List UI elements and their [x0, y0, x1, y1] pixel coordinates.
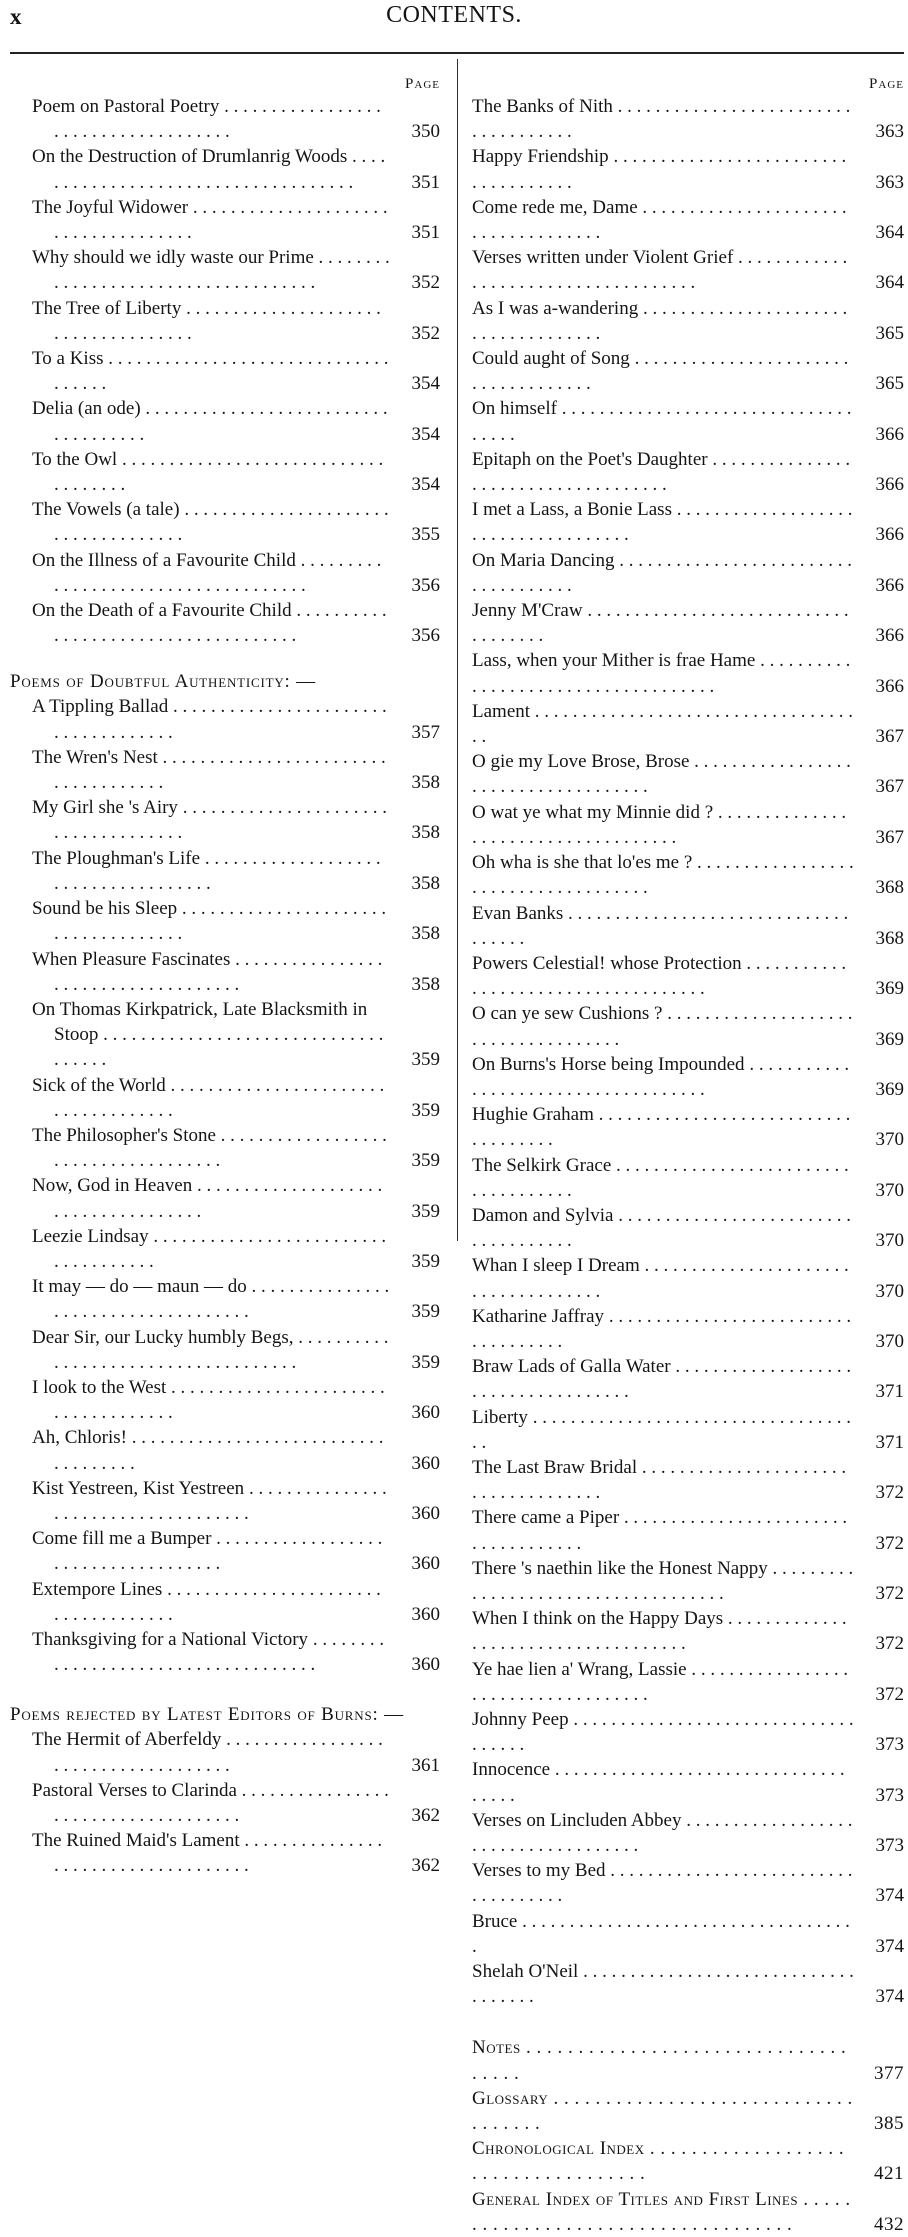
toc-entry-page: 356	[411, 574, 440, 596]
toc-entry-page: 370	[875, 1129, 904, 1151]
toc-entry-page: 373	[875, 1835, 904, 1857]
toc-entry-page: 374	[875, 1986, 904, 2008]
toc-entry	[10, 1577, 440, 1627]
toc-entry	[472, 497, 904, 547]
toc-entry	[10, 1778, 440, 1828]
right-entries-1	[472, 94, 904, 2009]
toc-entry-page: 360	[411, 1502, 440, 1524]
toc-entry-page: 432	[874, 2213, 904, 2235]
toc-entry-page: 371	[875, 1381, 904, 1403]
toc-entry-page: 351	[411, 171, 440, 193]
toc-entry-title: Johnny Peep . . .	[472, 1709, 854, 1755]
toc-entry	[472, 1153, 904, 1203]
toc-entry-title: The Joyful Widower . . .	[32, 197, 390, 243]
toc-entry-page: 369	[875, 1028, 904, 1050]
toc-entry-page: 370	[875, 1179, 904, 1201]
toc-entry-page: 360	[411, 1452, 440, 1474]
toc-entry-page: 363	[875, 171, 904, 193]
toc-entry	[472, 648, 904, 698]
toc-entry	[10, 396, 440, 446]
toc-entry	[10, 245, 440, 295]
toc-entry-title: As I was a-wandering . . .	[472, 298, 852, 344]
toc-entry-page: 372	[875, 1532, 904, 1554]
toc-entry-page: 366	[875, 574, 904, 596]
toc-entry-title: On Burns's Horse being Impounded . . .	[472, 1054, 854, 1100]
toc-entry-page: 358	[411, 923, 440, 945]
toc-entry	[472, 1203, 904, 1253]
toc-entry-page: 358	[411, 772, 440, 794]
toc-entry-page: 367	[875, 776, 904, 798]
toc-entry	[472, 598, 904, 648]
toc-entry	[10, 598, 440, 648]
toc-entry-title: It may — do — maun — do . . .	[32, 1276, 390, 1322]
toc-entry-title: I met a Lass, a Bonie Lass . . .	[472, 499, 854, 545]
toc-entry-title: A Tippling Ballad . . .	[32, 696, 390, 742]
toc-entry-page: 354	[411, 373, 440, 395]
toc-entry	[472, 1757, 904, 1807]
toc-entry	[10, 846, 440, 896]
toc-entry-page: 359	[411, 1351, 440, 1373]
right-column	[472, 74, 904, 2237]
toc-entry	[472, 1102, 904, 1152]
toc-entry-page: 363	[875, 121, 904, 143]
page-number: x	[10, 4, 22, 29]
toc-entry-title: Kist Yestreen, Kist Yestreen . . .	[32, 1478, 390, 1524]
toc-entry-page: 370	[875, 1280, 904, 1302]
toc-entry-title: Verses to my Bed . . .	[472, 1860, 854, 1906]
toc-entry-title: Extempore Lines . . .	[32, 1579, 386, 1625]
toc-entry-page: 354	[411, 423, 440, 445]
header-rule	[10, 52, 904, 54]
toc-entry	[10, 144, 440, 194]
toc-entry	[10, 1123, 440, 1173]
toc-entry	[10, 1828, 440, 1878]
toc-entry-title: Could aught of Song . . .	[472, 348, 853, 394]
toc-entry-page: 374	[875, 1935, 904, 1957]
left-entries-2	[10, 694, 440, 1677]
toc-entry-title: Powers Celestial! whose Protection . . .	[472, 953, 851, 999]
toc-entry	[10, 346, 440, 396]
toc-entry	[472, 1405, 904, 1455]
toc-entry	[10, 896, 440, 946]
toc-entry	[10, 548, 440, 598]
toc-entry-title: Notes . . .	[472, 2037, 851, 2083]
toc-entry-title: Poem on Pastoral Poetry . . .	[32, 96, 386, 142]
toc-entry-page: 359	[411, 1049, 440, 1071]
toc-entry	[472, 1253, 904, 1303]
toc-entry-title: Bruce . . .	[472, 1911, 854, 1957]
toc-entry	[10, 947, 440, 997]
toc-entry	[472, 901, 904, 951]
toc-entry-title: To a Kiss . . .	[32, 348, 390, 394]
toc-entry-title: When I think on the Happy Days . . .	[472, 1608, 851, 1654]
toc-entry-page: 360	[411, 1402, 440, 1424]
toc-entry-title: Oh wha is she that lo'es me ? . . .	[472, 852, 854, 898]
toc-entry-title: Shelah O'Neil . . .	[472, 1961, 854, 2007]
toc-entry-page: 352	[411, 272, 440, 294]
toc-entry	[472, 94, 904, 144]
toc-entry-page: 359	[411, 1301, 440, 1323]
toc-entry-title: When Pleasure Fascinates . . .	[32, 949, 387, 995]
toc-entry-page: 372	[875, 1582, 904, 1604]
toc-entry-page: 366	[875, 423, 904, 445]
toc-entry-title: Delia (an ode) . . .	[32, 398, 390, 444]
toc-entry-page: 421	[874, 2163, 904, 2185]
toc-entry-title: On the Destruction of Drumlanrig Woods . . .	[32, 146, 390, 192]
toc-entry-page: 369	[875, 1078, 904, 1100]
toc-entry-title: Happy Friendship . . .	[472, 146, 851, 192]
toc-entry-page: 364	[875, 222, 904, 244]
toc-entry	[472, 1304, 904, 1354]
toc-entry	[472, 1959, 904, 2009]
toc-entry	[10, 1727, 440, 1777]
toc-entry	[472, 1505, 904, 1555]
toc-entry	[472, 2187, 904, 2237]
toc-entry	[472, 1354, 904, 1404]
right-entries-2	[472, 2035, 904, 2237]
toc-entry	[10, 1627, 440, 1677]
toc-entry-page: 361	[411, 1754, 440, 1776]
toc-entry-page: 370	[875, 1230, 904, 1252]
toc-entry-page: 352	[411, 322, 440, 344]
toc-entry-title: Sick of the World . . .	[32, 1075, 389, 1121]
toc-entry-title: Chronological Index . . .	[472, 2138, 849, 2184]
toc-entry-title: On Maria Dancing . . .	[472, 550, 854, 596]
toc-entry	[472, 1052, 904, 1102]
toc-entry-title: The Ruined Maid's Lament . . .	[32, 1830, 387, 1876]
toc-entry-title: Now, God in Heaven . . .	[32, 1175, 387, 1221]
toc-entry-title: O can ye sew Cushions ? . . .	[472, 1003, 854, 1049]
toc-entry-page: 369	[875, 978, 904, 1000]
toc-entry-page: 354	[411, 474, 440, 496]
toc-entry-title: Pastoral Verses to Clarinda . . .	[32, 1780, 390, 1826]
toc-entry-title: Innocence . . .	[472, 1759, 849, 1805]
toc-entry-title: On the Death of a Favourite Child . . .	[32, 600, 390, 646]
toc-entry-page: 366	[875, 524, 904, 546]
toc-entry-page: 374	[875, 1885, 904, 1907]
toc-entry-title: Leezie Lindsay . . .	[32, 1226, 390, 1272]
toc-entry	[472, 951, 904, 1001]
toc-entry-title: Hughie Graham . . .	[472, 1104, 854, 1150]
toc-entry-page: 366	[875, 474, 904, 496]
toc-entry	[10, 795, 440, 845]
toc-entry-title: Glossary . . .	[472, 2088, 854, 2134]
toc-entry-page: 359	[411, 1250, 440, 1272]
toc-entry-page: 362	[411, 1855, 440, 1877]
toc-entry-page: 368	[875, 877, 904, 899]
toc-entry-title: Lament . . .	[472, 701, 854, 747]
column-divider	[457, 59, 458, 1241]
toc-entry-page: 367	[875, 726, 904, 748]
toc-entry-title: Come fill me a Bumper . . .	[32, 1528, 387, 1574]
toc-entry-page: 360	[411, 1654, 440, 1676]
toc-entry	[472, 1858, 904, 1908]
toc-entry	[472, 245, 904, 295]
toc-entry	[10, 694, 440, 744]
toc-entry	[472, 1455, 904, 1505]
toc-entry-page: 366	[875, 625, 904, 647]
toc-entry	[10, 1073, 440, 1123]
toc-entry-title: Verses written under Violent Grief . . .	[472, 247, 852, 293]
toc-entry-page: 358	[411, 973, 440, 995]
toc-entry-title: On the Illness of a Favourite Child . . .	[32, 550, 386, 596]
toc-entry	[472, 144, 904, 194]
page-column-label: Page	[869, 76, 904, 92]
toc-entry-page: 351	[411, 222, 440, 244]
toc-entry	[10, 1274, 440, 1324]
toc-entry-title: Verses on Lincluden Abbey . . .	[472, 1810, 854, 1856]
toc-entry-page: 364	[875, 272, 904, 294]
left-column	[10, 74, 440, 1879]
toc-entry-title: The Wren's Nest . . .	[32, 747, 390, 793]
toc-entry	[472, 396, 904, 446]
toc-entry-title: The Philosopher's Stone . . .	[32, 1125, 390, 1171]
toc-entry-page: 385	[874, 2113, 904, 2135]
toc-entry-title: Lass, when your Mither is frae Hame . . .	[472, 650, 854, 696]
toc-entry-title: I look to the West . . .	[32, 1377, 390, 1423]
toc-entry	[10, 1425, 440, 1475]
toc-entry	[472, 1556, 904, 1606]
toc-entry-page: 372	[875, 1683, 904, 1705]
toc-entry	[472, 1808, 904, 1858]
toc-entry-title: Braw Lads of Galla Water . . .	[472, 1356, 854, 1402]
toc-entry	[472, 2086, 904, 2136]
section-heading-doubtful: Poems of Doubtful Authenticity: —	[10, 671, 316, 693]
toc-entry-page: 365	[875, 322, 904, 344]
toc-entry	[10, 497, 440, 547]
toc-entry-title: The Vowels (a tale) . . .	[32, 499, 390, 545]
toc-entry-page: 359	[411, 1200, 440, 1222]
toc-entry-title: The Banks of Nith . . .	[472, 96, 854, 142]
left-entries-1	[10, 94, 440, 648]
toc-entry	[472, 1606, 904, 1656]
toc-entry-title: Ye hae lien a' Wrang, Lassie . . .	[472, 1659, 853, 1705]
toc-entry	[472, 2035, 904, 2085]
toc-entry-title: On himself . . .	[472, 398, 854, 444]
toc-entry-page: 360	[411, 1603, 440, 1625]
toc-entry-title: There 's naethin like the Honest Nappy . . .	[472, 1558, 854, 1604]
toc-entry-title: Katharine Jaffray . . .	[472, 1306, 854, 1352]
toc-entry-title: General Index of Titles and First Lines . . .	[472, 2189, 854, 2235]
toc-entry-title: My Girl she 's Airy . . .	[32, 797, 390, 843]
toc-entry	[472, 1909, 904, 1959]
toc-entry-page: 350	[411, 121, 440, 143]
toc-entry	[10, 1224, 440, 1274]
toc-entry	[472, 1657, 904, 1707]
toc-entry-page: 371	[875, 1431, 904, 1453]
toc-entry	[10, 997, 440, 1073]
toc-entry-title: To the Owl . . .	[32, 449, 388, 495]
page-column-label: Page	[405, 76, 440, 92]
toc-entry-title: Why should we idly waste our Prime . . .	[32, 247, 390, 293]
toc-entry-page: 360	[411, 1553, 440, 1575]
toc-entry-title: There came a Piper . . .	[472, 1507, 852, 1553]
toc-entry	[10, 1476, 440, 1526]
toc-entry-page: 373	[875, 1784, 904, 1806]
toc-entry-page: 370	[875, 1330, 904, 1352]
toc-entry-title: Liberty . . .	[472, 1407, 854, 1453]
toc-entry-title: O gie my Love Brose, Brose . . .	[472, 751, 854, 797]
toc-entry-title: Come rede me, Dame . . .	[472, 197, 851, 243]
toc-entry-page: 359	[411, 1150, 440, 1172]
toc-entry-title: The Ploughman's Life . . .	[32, 848, 385, 894]
toc-entry-page: 372	[875, 1482, 904, 1504]
toc-entry-page: 366	[875, 675, 904, 697]
toc-entry	[10, 1173, 440, 1223]
toc-entry-page: 362	[411, 1805, 440, 1826]
toc-entry	[472, 195, 904, 245]
toc-entry	[472, 749, 904, 799]
toc-entry-page: 355	[411, 524, 440, 546]
toc-entry-page: 368	[875, 927, 904, 949]
toc-entry-title: Sound be his Sleep . . .	[32, 898, 390, 944]
toc-entry	[10, 1526, 440, 1576]
toc-entry-title: Whan I sleep I Dream . . .	[472, 1255, 854, 1301]
toc-entry	[10, 447, 440, 497]
toc-entry	[10, 94, 440, 144]
toc-entry-title: The Selkirk Grace . . .	[472, 1155, 854, 1201]
toc-entry	[10, 296, 440, 346]
toc-entry-title: The Last Braw Bridal . . .	[472, 1457, 851, 1503]
toc-entry	[472, 1707, 904, 1757]
toc-entry-title: Thanksgiving for a National Victory . . .	[32, 1629, 389, 1675]
toc-entry-title: Epitaph on the Poet's Daughter . . .	[472, 449, 854, 495]
toc-entry-title: The Hermit of Aberfeldy . . .	[32, 1729, 388, 1775]
toc-entry	[472, 296, 904, 346]
toc-entry	[472, 447, 904, 497]
toc-entry	[472, 850, 904, 900]
section-heading-rejected: Poems rejected by Latest Editors of Burns: —	[10, 1704, 404, 1726]
toc-entry-page: 377	[874, 2062, 904, 2084]
toc-entry-title: The Tree of Liberty . . .	[32, 298, 386, 344]
toc-entry-title: On Thomas Kirkpatrick, Late Blacksmith in Stoop . . .	[32, 999, 388, 1070]
toc-entry-page: 358	[411, 872, 440, 894]
toc-entry	[472, 2136, 904, 2186]
toc-entry-title: Jenny M'Craw . . .	[472, 600, 853, 646]
toc-entry	[472, 699, 904, 749]
toc-entry-page: 359	[411, 1099, 440, 1121]
running-head: CONTENTS.	[386, 2, 522, 28]
toc-entry-title: Dear Sir, our Lucky humbly Begs, . . .	[32, 1327, 390, 1373]
toc-entry-page: 367	[875, 826, 904, 848]
toc-entry	[472, 548, 904, 598]
toc-entry-title: Ah, Chloris! . . .	[32, 1427, 388, 1473]
toc-entry	[472, 346, 904, 396]
toc-entry-title: Damon and Sylvia . . .	[472, 1205, 854, 1251]
toc-entry	[472, 800, 904, 850]
toc-entry-page: 365	[875, 373, 904, 395]
toc-entry-title: Evan Banks . . .	[472, 903, 853, 949]
left-entries-3	[10, 1727, 440, 1878]
toc-entry	[472, 1001, 904, 1051]
toc-entry-page: 358	[411, 822, 440, 844]
toc-entry	[10, 195, 440, 245]
toc-entry-page: 357	[411, 721, 440, 743]
toc-entry	[10, 1325, 440, 1375]
toc-entry	[10, 745, 440, 795]
toc-entry-title: O wat ye what my Minnie did ? . . .	[472, 802, 851, 848]
toc-entry-page: 356	[411, 625, 440, 647]
toc-entry-page: 372	[875, 1633, 904, 1655]
toc-entry-page: 373	[875, 1734, 904, 1756]
toc-entry	[10, 1375, 440, 1425]
